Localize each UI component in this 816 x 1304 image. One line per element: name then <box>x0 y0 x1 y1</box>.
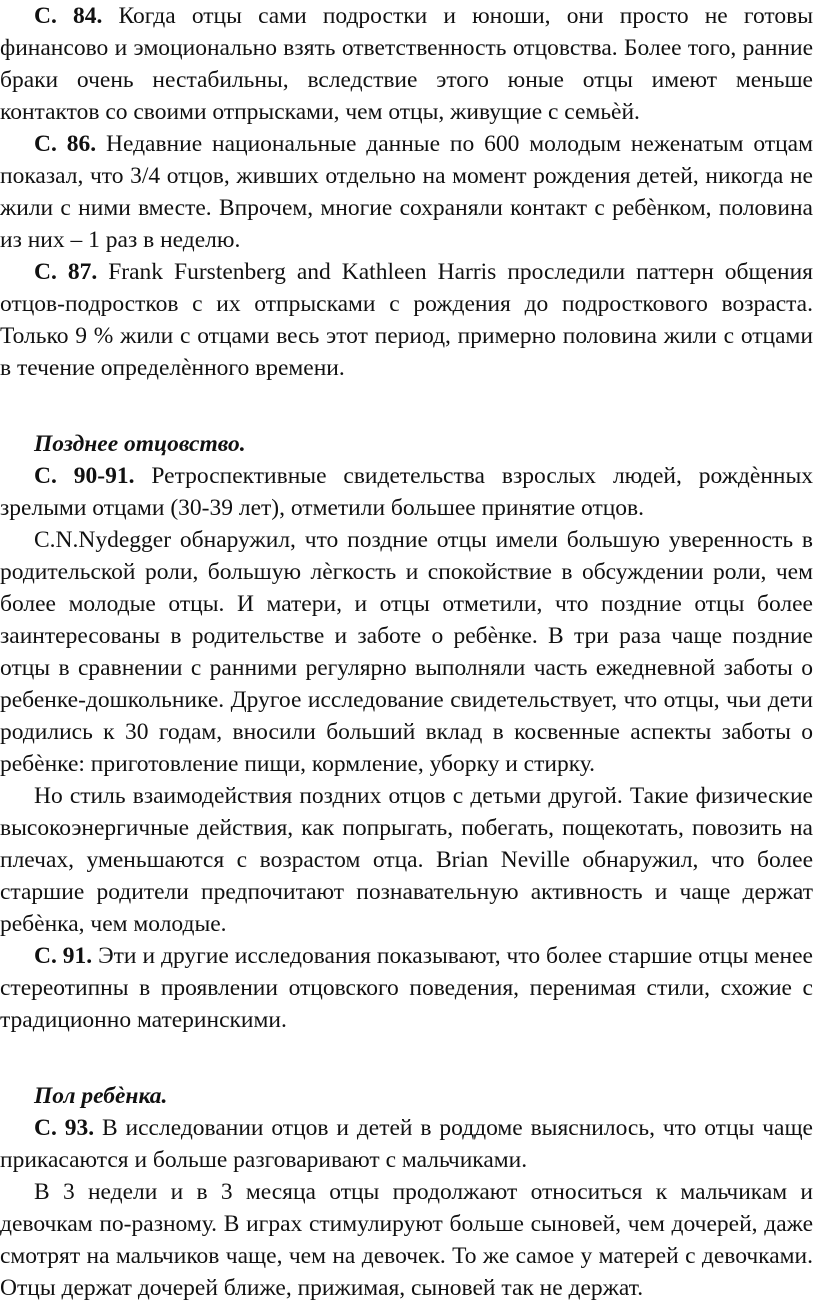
section-heading-late-fatherhood: Позднее отцовство. <box>34 431 246 457</box>
paragraph-c90-91 <box>0 460 813 524</box>
page-ref: С. 86. <box>34 131 97 157</box>
paragraph-text: C.N.Nydegger обнаружил, что поздние отцы имели большую уверенность в родительской роли, большую лѐгкость и спокойствие в обсуждении роли, чем более молодые отцы. И матери, и отцы отметили, что поздние отцы более заинтересованы в родительстве и заботе о ребѐнке. В три раза чаще поздние отцы в сравнении с ранними регулярно выполняли часть ежедневной заботы о ребенке-дошкольнике. Другое исследование свидетельствует, что отцы, чьи дети родились к 30 годам, вносили больший вклад в косвенные аспекты заботы о ребѐнке: приготовление пищи, кормление, уборку и стирку. <box>0 527 813 777</box>
paragraph-c84 <box>0 0 813 128</box>
page-ref: С. 93. <box>34 1115 95 1141</box>
paragraph-c87 <box>0 256 813 384</box>
section-heading-child-gender: Пол ребѐнка. <box>34 1083 168 1109</box>
spacer <box>0 384 813 424</box>
paragraph-text: Когда отцы сами подростки и юноши, они просто не готовы финансово и эмоционально взять ответственность отцовства. Более того, ранние браки очень нестабильны, вследствие этого юные отцы имеют меньше контактов со своими отпрысками, чем отцы, живущие с семьѐй. <box>0 3 813 125</box>
paragraph-c93 <box>0 1112 813 1176</box>
paragraph-text: Но стиль взаимодействия поздних отцов с детьми другой. Такие физические высокоэнергичные действия, как попрыгать, побегать, пощекотать, повозить на плечах, уменьшаются с возрастом отца. Brian Neville обнаружил, что более старшие родители предпочитают познавательную активность и чаще держат ребѐнка, чем молодые. <box>0 783 813 937</box>
page-ref: С. 91. <box>34 943 93 969</box>
paragraph-text: Ретроспективные свидетельства взрослых людей, рождѐнных зрелыми отцами (30-39 лет), отметили большее принятие отцов. <box>0 463 814 521</box>
page-ref: С. 84. <box>34 3 103 29</box>
page-ref: С. 87. <box>34 259 98 285</box>
paragraph-text: Эти и другие исследования показывают, что более старшие отцы менее стереотипны в проявлении отцовского поведения, перенимая стили, схожие с традиционно материнскими. <box>0 943 813 1033</box>
paragraph-text: В исследовании отцов и детей в роддоме выяснилось, что отцы чаще прикасаются и больше разговаривают с мальчиками. <box>0 1115 813 1173</box>
paragraph-three-weeks <box>0 1176 813 1304</box>
paragraph-nydegger <box>0 524 813 780</box>
spacer <box>0 1036 813 1076</box>
paragraph-text: Frank Furstenberg and Kathleen Harris проследили паттерн общения отцов-подростков с их отпрысками с рождения до подросткового возраста. Только 9 % жили с отцами весь этот период, примерно половина жили с отцами в течение определѐнного времени. <box>0 259 813 381</box>
paragraph-c86 <box>0 128 813 256</box>
paragraph-text: Недавние национальные данные по 600 молодым неженатым отцам показал, что 3/4 отцов, живших отдельно на момент рождения детей, никогда не жили с ними вместе. Впрочем, многие сохраняли контакт с ребѐнком, половина из них – 1 раз в неделю. <box>0 131 813 253</box>
paragraph-interaction-style <box>0 780 813 940</box>
paragraph-c91 <box>0 940 813 1036</box>
page-ref: С. 90-91. <box>34 463 135 489</box>
paragraph-text: В 3 недели и в 3 месяца отцы продолжают относиться к мальчикам и девочкам по-разному. В играх стимулируют больше сыновей, чем дочерей, даже смотрят на мальчиков чаще, чем на девочек. То же самое у матерей с девочками. Отцы держат дочерей ближе, прижимая, сыновей так не держат. <box>0 1179 813 1301</box>
